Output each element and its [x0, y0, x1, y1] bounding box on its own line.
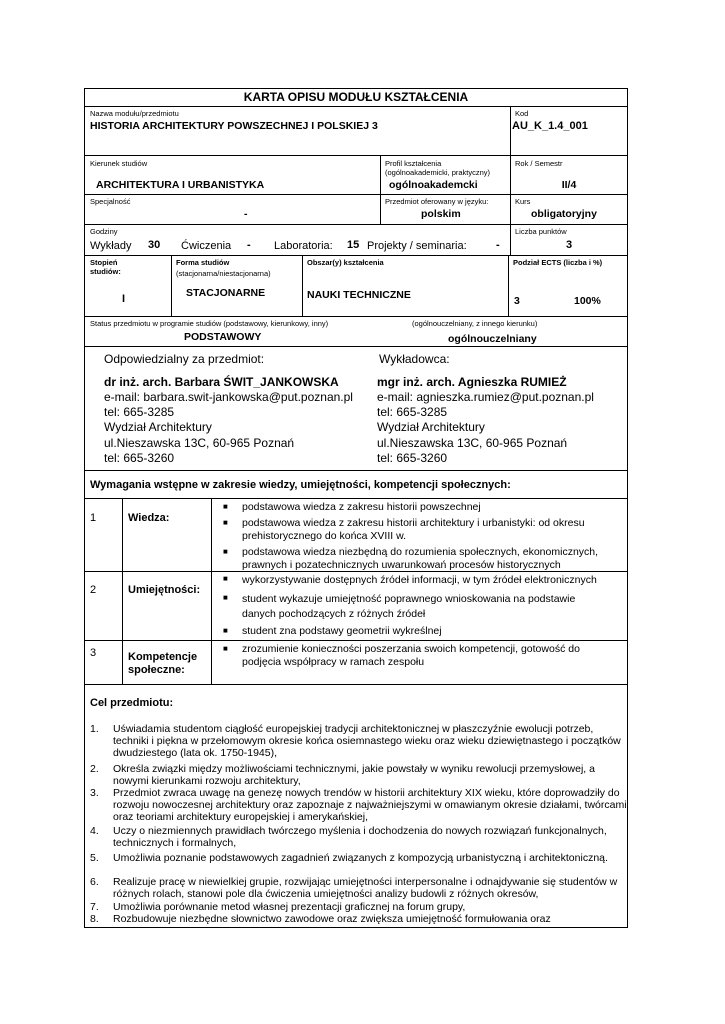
- status-value: PODSTAWOWY: [184, 331, 262, 343]
- bullet-icon: ■: [223, 626, 228, 635]
- divider: [84, 224, 628, 225]
- responsible-tel2: tel: 665-3260: [104, 451, 175, 465]
- laboratoria-value: 15: [347, 239, 360, 251]
- req-item: student zna podstawy geometrii wykreślnej: [242, 625, 442, 637]
- divider: [508, 255, 509, 316]
- divider: [380, 155, 381, 224]
- responsible-email: e-mail: barbara.swit-jankowska@put.poznan.pl: [104, 390, 353, 404]
- forma-value: STACJONARNE: [186, 287, 266, 299]
- req-number: 1: [90, 512, 97, 524]
- bullet-icon: ■: [223, 518, 228, 527]
- requirements-heading: Wymagania wstępne w zakresie wiedzy, umiejętności, kompetencji społecznych:: [90, 479, 511, 491]
- bullet-icon: ■: [223, 547, 228, 556]
- lecturer-email: e-mail: agnieszka.rumiez@put.poznan.pl: [377, 390, 594, 404]
- module-code: AU_K_1.4_001: [512, 120, 588, 132]
- divider: [84, 684, 628, 685]
- divider: [211, 498, 212, 684]
- jezyk-value: polskim: [421, 208, 461, 220]
- req-number: 3: [90, 647, 97, 659]
- rok-value: II/4: [561, 179, 577, 191]
- forma-label: Forma studiów: [176, 258, 230, 267]
- bullet-icon: ■: [223, 502, 228, 511]
- projekty-value: -: [496, 239, 500, 251]
- goal-number: 4.: [90, 825, 99, 837]
- module-name-label: Nazwa modułu/przedmiotu: [90, 109, 179, 118]
- goal-number: 8.: [90, 913, 99, 925]
- kurs-value: obligatoryjny: [531, 208, 597, 220]
- ects-label: Liczba punktów: [515, 227, 567, 236]
- req-item: student wykazuje umiejętność poprawnego wnioskowania na podstawie danych pochodzących z różnych źródeł: [242, 593, 576, 620]
- bullet-icon: ■: [223, 593, 228, 602]
- stopien-value: I: [122, 293, 126, 305]
- goal-item: Uczy o niezmiennych prawidłach twórczego myślenia i dochodzenia do nowych rozwiązań funkcjonalnych, technicznych i formalnych,: [113, 825, 607, 850]
- podzial-procent: 100%: [574, 295, 601, 307]
- forma-sublabel: (stacjonarna/niestacjonarna): [176, 269, 271, 278]
- lecturer-tel: tel: 665-3285: [377, 405, 448, 419]
- divider: [171, 255, 172, 316]
- goal-item: Rozbudowuje niezbędne słownictwo zawodowe oraz zwiększa umiejętność formułowania oraz: [113, 913, 551, 925]
- lecturer-dept: Wydział Architektury: [377, 420, 485, 434]
- divider: [302, 255, 303, 316]
- divider: [84, 498, 628, 499]
- hours-label: Godziny: [90, 227, 118, 236]
- goal-item: Przedmiot zwraca uwagę na genezę nowych trendów w historii architektury XIX wieku, które doprowadziły do rozwoju nowoczesnej architektury oraz zapoznaje z najważniejszymi w omawianym okresie działami, twórcami oraz teoriami architektury europejskiej i amerykańskiej,: [113, 787, 627, 824]
- bullet-icon: ■: [223, 574, 228, 583]
- goal-item: Umożliwia porównanie metod własnej prezentacji graficznej na forum grupy,: [113, 901, 466, 913]
- divider: [84, 106, 628, 107]
- divider: [84, 194, 628, 195]
- laboratoria-label: Laboratoria:: [274, 240, 333, 252]
- podzial-liczba: 3: [514, 295, 520, 307]
- lecturer-address: ul.Nieszawska 13C, 60-965 Poznań: [377, 436, 568, 450]
- responsible-label: Odpowiedzialny za przedmiot:: [104, 352, 265, 366]
- req-label-umiejetnosci: Umiejętności:: [128, 584, 201, 596]
- lecturer-name: mgr inż. arch. Agnieszka RUMIEŻ: [377, 375, 567, 389]
- goal-number: 6.: [90, 876, 99, 888]
- rok-label: Rok / Semestr: [515, 159, 563, 168]
- req-item: podstawowa wiedza z zakresu historii architektury i urbanistyki: od okresu prehistorycznego do końca XVIII w.: [242, 517, 585, 542]
- req-item: wykorzystywanie dostępnych źródeł informacji, w tym źródeł elektronicznych: [242, 574, 597, 586]
- cwiczenia-label: Ćwiczenia: [181, 240, 232, 252]
- obszar-label: Obszar(y) kształcenia: [307, 258, 384, 267]
- responsible-address: ul.Nieszawska 13C, 60-965 Poznań: [104, 436, 295, 450]
- divider: [122, 498, 123, 684]
- req-item: podstawowa wiedza niezbędną do rozumienia społecznych, ekonomicznych, prawnych i pozatechnicznych uwarunkowań procesów historycznych: [242, 546, 599, 571]
- goal-item: Określa związki między możliwościami technicznymi, jakie powstały w wyniku rewolucji przemysłowej, a nowymi kierunkami rozwoju architektury,: [113, 763, 595, 788]
- divider: [84, 155, 628, 156]
- obszar-value: NAUKI TECHNICZNE: [307, 289, 411, 301]
- divider: [84, 255, 628, 256]
- responsible-tel: tel: 665-3285: [104, 405, 175, 419]
- goal-number: 2.: [90, 763, 99, 775]
- goal-number: 1.: [90, 723, 99, 735]
- code-label: Kod: [515, 109, 529, 118]
- profil-sublabel: (ogólnoakademicki, praktyczny): [385, 168, 491, 177]
- projekty-label: Projekty / seminaria:: [367, 240, 467, 252]
- req-number: 2: [90, 584, 97, 596]
- ects-value: 3: [565, 239, 573, 251]
- profil-label: Profil kształcenia: [385, 159, 442, 168]
- kierunek-value: ARCHITEKTURA I URBANISTYKA: [96, 179, 265, 191]
- wyklady-value: 30: [148, 239, 161, 251]
- req-label-wiedza: Wiedza:: [128, 512, 170, 524]
- kurs-label: Kurs: [515, 197, 531, 206]
- responsible-dept: Wydział Architektury: [104, 420, 212, 434]
- goal-number: 3.: [90, 787, 99, 799]
- specjalnosc-label: Specjalność: [90, 197, 131, 206]
- bullet-icon: ■: [223, 644, 228, 653]
- lecturer-tel2: tel: 665-3260: [377, 451, 448, 465]
- specjalnosc-value: -: [244, 208, 248, 220]
- divider: [84, 316, 628, 317]
- cwiczenia-value: -: [247, 239, 251, 251]
- goals-heading: Cel przedmiotu:: [90, 697, 174, 709]
- goal-item: Uświadamia studentom ciągłość europejskiej tradycji architektonicznej w płaszczyźnie ewolucji potrzeb, techniki i piękna w przełomowym okresie końca osiemnastego wieku oraz wieku dziewiętnastego i początków dwudziestego (lata ok. 1750-1945),: [113, 723, 621, 760]
- goal-item: Umożliwia poznanie podstawowych zagadnień związanych z kompozycją urbanistyczną i architektoniczną.: [113, 852, 608, 864]
- req-label-kompetencje: Kompetencje społeczne:: [128, 651, 198, 676]
- page-title: KARTA OPISU MODUŁU KSZTAŁCENIA: [243, 90, 469, 104]
- podzial-label: Podział ECTS (liczba i %): [513, 258, 603, 267]
- profil-value: ogólnoakademcki: [389, 179, 478, 191]
- responsible-name: dr inż. arch. Barbara ŚWIT_JANKOWSKA: [104, 375, 339, 389]
- goal-item: Realizuje pracę w niewielkiej grupie, rozwijając umiejętności interpersonalne i odnajdywanie się studentów w różnych rolach, stanowi pole dla ćwiczenia umiejętności analizy budowli z różnych okresów,: [113, 876, 618, 901]
- divider: [84, 640, 628, 641]
- wyklady-label: Wykłady: [90, 240, 132, 252]
- module-name: HISTORIA ARCHITEKTURY POWSZECHNEJ I POLSKIEJ 3: [90, 120, 378, 132]
- divider: [84, 346, 628, 347]
- req-item: podstawowa wiedza z zakresu historii powszechnej: [242, 501, 481, 513]
- divider: [84, 470, 628, 471]
- status-label: Status przedmiotu w programie studiów (podstawowy, kierunkowy, inny): [90, 319, 329, 328]
- goal-number: 7.: [90, 901, 99, 913]
- stopien-label: Stopień studiów:: [90, 258, 121, 276]
- jezyk-label: Przedmiot oferowany w języku:: [385, 197, 489, 206]
- status-label-2: (ogólnouczelniany, z innego kierunku): [412, 319, 538, 328]
- status-value-2: ogólnouczelniany: [448, 333, 537, 345]
- req-item: zrozumienie konieczności poszerzania swoich kompetencji, gotowość do podjęcia współpracy w ramach zespołu: [242, 643, 580, 668]
- goal-number: 5.: [90, 852, 99, 864]
- kierunek-label: Kierunek studiów: [90, 159, 148, 168]
- lecturer-label: Wykładowca:: [379, 352, 450, 366]
- divider: [510, 106, 511, 155]
